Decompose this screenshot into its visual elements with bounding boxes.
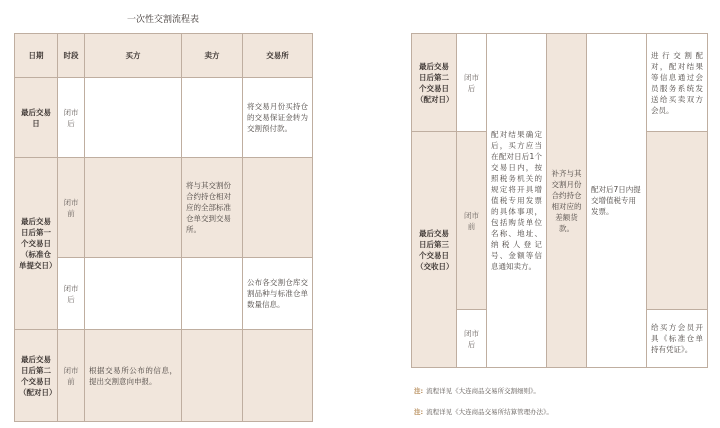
period-cell: 闭市前 [58,158,85,258]
table-row [412,34,708,132]
table-row [15,158,313,258]
note-line [414,386,553,395]
header-exchange: 交易所 [243,34,313,78]
date-cell: 最后交易日 [15,78,58,158]
seller-cell [182,258,243,330]
buyer-cell [85,158,182,258]
exchange-invoice-cell: 配对后7日内提交增值税专用发票。 [587,34,647,368]
header-seller: 卖方 [182,34,243,78]
period-cell: 闭市后 [58,78,85,158]
period-cell: 闭市前 [58,330,85,422]
table-row [15,78,313,158]
note-text: 流程详见《大连商品交易所交割细则》。 [426,387,540,395]
date-cell: 最后交易日后第一个交易日（标准仓单提交日） [15,158,58,330]
left-table [14,33,313,422]
exchange-cell: 公布各交割仓库交割品种与标准仓单数量信息。 [243,258,313,330]
table-row [15,330,313,422]
header-row [15,34,313,78]
exchange-cell: 给买方会员开具《标准仓单持有凭证》。 [647,310,708,368]
exchange-cell: 将交易月份买持仓的交易保证金转为交割预付款。 [243,78,313,158]
buyer-cell [85,78,182,158]
period-cell: 闭市后 [457,34,487,132]
buyer-cell: 根据交易所公布的信息，提出交割意向申报。 [85,330,182,422]
header-buyer: 买方 [85,34,182,78]
notes [414,386,553,428]
seller-cell: 补齐与其交割月份合约持仓相对应的差额货款。 [547,34,587,368]
date-cell: 最后交易日后第三个交易日（交收日） [412,132,457,368]
table-row [15,258,313,330]
exchange-cell [243,158,313,258]
seller-cell: 将与其交割份合约持仓相对应的全部标准仓单交到交易所。 [182,158,243,258]
note-label: 注: [414,408,424,416]
header-period: 时段 [58,34,85,78]
period-cell: 闭市前 [457,132,487,310]
period-cell: 闭市后 [58,258,85,330]
exchange-cell: 进行交割配对，配对结果等信息通过会员服务系统发送给买卖双方会员。 [647,34,708,132]
seller-cell [182,78,243,158]
right-table [411,33,708,368]
note-line [414,407,553,416]
header-date: 日期 [15,34,58,78]
date-cell: 最后交易日后第二个交易日（配对日） [15,330,58,422]
table-title: 一次性交割流程表 [126,15,199,25]
buyer-cell: 配对结果确定后，买方应当在配对日后1个交易日内，按照税务机关的规定将开具增值税专用发票的具体事项，包括购货单位名称、地址、纳税人登记号、金额等信息通知卖方。 [487,34,547,368]
exchange-cell [243,330,313,422]
note-text: 流程详见《大连商品交易所结算管理办法》。 [426,408,553,416]
buyer-cell [85,258,182,330]
seller-cell [182,330,243,422]
exchange-cell [647,132,708,310]
note-label: 注: [414,387,424,395]
date-cell: 最后交易日后第二个交易日（配对日） [412,34,457,132]
period-cell: 闭市后 [457,310,487,368]
